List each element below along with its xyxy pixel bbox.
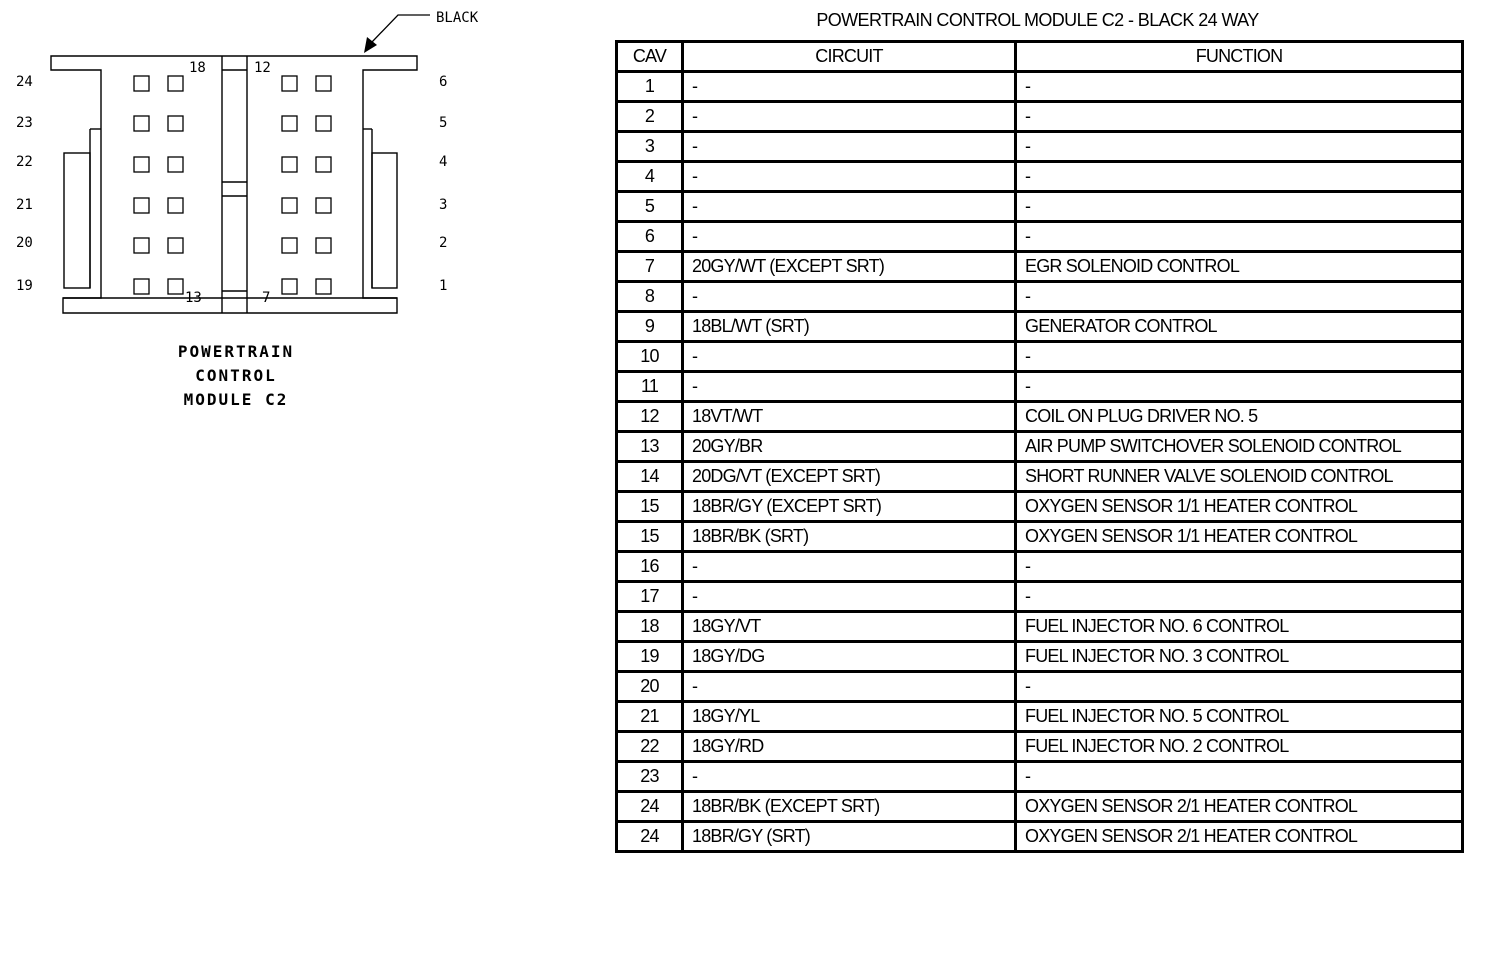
cavity [316, 116, 331, 131]
cav-cell: 20 [617, 672, 683, 702]
side-label: 24 [16, 74, 33, 90]
cav-cell: 21 [617, 702, 683, 732]
cav-cell: 23 [617, 762, 683, 792]
circuit-cell: 18GY/RD [683, 732, 1016, 762]
circuit-cell: 20GY/BR [683, 432, 1016, 462]
function-cell: FUEL INJECTOR NO. 6 CONTROL [1016, 612, 1463, 642]
function-cell: - [1016, 162, 1463, 192]
circuit-cell: - [683, 762, 1016, 792]
function-cell: FUEL INJECTOR NO. 2 CONTROL [1016, 732, 1463, 762]
cav-cell: 17 [617, 582, 683, 612]
cav-cell: 12 [617, 402, 683, 432]
table-row [617, 432, 1463, 462]
connector-housing [51, 56, 417, 313]
table-row [617, 372, 1463, 402]
connector-diagram [0, 0, 600, 420]
table-row [617, 162, 1463, 192]
side-label: 3 [439, 197, 448, 213]
left-latch [64, 153, 90, 288]
function-cell: OXYGEN SENSOR 2/1 HEATER CONTROL [1016, 822, 1463, 852]
side-label: 19 [16, 278, 33, 294]
table-row [617, 792, 1463, 822]
cav-cell: 1 [617, 72, 683, 102]
cavity [282, 157, 297, 172]
pinout-table [615, 40, 1464, 853]
connector-color-label: BLACK [436, 10, 479, 26]
cav-cell: 2 [617, 102, 683, 132]
circuit-cell: - [683, 162, 1016, 192]
circuit-cell: - [683, 102, 1016, 132]
cav-cell: 5 [617, 192, 683, 222]
cav-cell: 11 [617, 372, 683, 402]
corner-label-12: 12 [254, 60, 271, 76]
table-row [617, 612, 1463, 642]
table-row [617, 102, 1463, 132]
side-label: 2 [439, 235, 448, 251]
circuit-cell: 18BR/BK (SRT) [683, 522, 1016, 552]
circuit-cell: - [683, 222, 1016, 252]
cav-cell: 14 [617, 462, 683, 492]
cavity [134, 157, 149, 172]
table-row [617, 642, 1463, 672]
circuit-cell: 18GY/DG [683, 642, 1016, 672]
table-title: POWERTRAIN CONTROL MODULE C2 - BLACK 24 WAY [816, 10, 1259, 30]
table-row [617, 672, 1463, 702]
cav-cell: 9 [617, 312, 683, 342]
function-cell: - [1016, 552, 1463, 582]
cavity [282, 116, 297, 131]
cav-cell: 3 [617, 132, 683, 162]
column-header-circuit: CIRCUIT [683, 42, 1016, 72]
cavity [316, 76, 331, 91]
table-row [617, 72, 1463, 102]
cav-cell: 24 [617, 792, 683, 822]
side-label: 5 [439, 115, 448, 131]
circuit-cell: - [683, 552, 1016, 582]
table-row [617, 492, 1463, 522]
cavity [134, 238, 149, 253]
circuit-cell: 18BR/GY (EXCEPT SRT) [683, 492, 1016, 522]
corner-labels [185, 60, 271, 306]
cavity [134, 279, 149, 294]
table-row [617, 402, 1463, 432]
function-cell: - [1016, 222, 1463, 252]
side-label: 23 [16, 115, 33, 131]
connector-caption-line-2: CONTROL [195, 366, 277, 385]
color-pointer-line [372, 15, 430, 42]
circuit-cell: 20DG/VT (EXCEPT SRT) [683, 462, 1016, 492]
column-header-cav: CAV [617, 42, 683, 72]
circuit-cell: - [683, 282, 1016, 312]
cavity [168, 238, 183, 253]
circuit-cell: 18GY/YL [683, 702, 1016, 732]
circuit-cell: 18VT/WT [683, 402, 1016, 432]
circuit-cell: 20GY/WT (EXCEPT SRT) [683, 252, 1016, 282]
table-row [617, 822, 1463, 852]
table-header-row [617, 42, 1463, 72]
function-cell: OXYGEN SENSOR 1/1 HEATER CONTROL [1016, 522, 1463, 552]
table-row [617, 552, 1463, 582]
function-cell: OXYGEN SENSOR 1/1 HEATER CONTROL [1016, 492, 1463, 522]
table-row [617, 522, 1463, 552]
cavity [134, 76, 149, 91]
circuit-cell: - [683, 582, 1016, 612]
circuit-cell: 18BR/GY (SRT) [683, 822, 1016, 852]
side-label: 4 [439, 154, 448, 170]
function-cell: - [1016, 672, 1463, 702]
function-cell: - [1016, 762, 1463, 792]
cav-cell: 15 [617, 522, 683, 552]
cav-cell: 15 [617, 492, 683, 522]
function-cell: - [1016, 282, 1463, 312]
cavity [282, 238, 297, 253]
right-latch [372, 153, 397, 288]
function-cell: FUEL INJECTOR NO. 3 CONTROL [1016, 642, 1463, 672]
function-cell: EGR SOLENOID CONTROL [1016, 252, 1463, 282]
cavity [168, 157, 183, 172]
table-row [617, 582, 1463, 612]
cav-cell: 22 [617, 732, 683, 762]
connector-caption-line-3: MODULE C2 [183, 390, 289, 409]
cav-cell: 4 [617, 162, 683, 192]
circuit-cell: - [683, 72, 1016, 102]
left-side-labels [16, 74, 33, 294]
function-cell: FUEL INJECTOR NO. 5 CONTROL [1016, 702, 1463, 732]
cav-cell: 18 [617, 612, 683, 642]
function-cell: - [1016, 582, 1463, 612]
cavity [168, 76, 183, 91]
function-cell: - [1016, 342, 1463, 372]
cav-cell: 8 [617, 282, 683, 312]
cavity [282, 76, 297, 91]
side-label: 1 [439, 278, 448, 294]
cavity [316, 157, 331, 172]
side-label: 6 [439, 74, 448, 90]
side-label: 20 [16, 235, 33, 251]
table-row [617, 732, 1463, 762]
corner-label-7: 7 [262, 290, 271, 306]
table-row [617, 282, 1463, 312]
cav-cell: 19 [617, 642, 683, 672]
cav-cell: 10 [617, 342, 683, 372]
circuit-cell: - [683, 192, 1016, 222]
cavity [134, 198, 149, 213]
circuit-cell: - [683, 672, 1016, 702]
cavity [168, 116, 183, 131]
cavity [316, 198, 331, 213]
cavity [134, 116, 149, 131]
side-label: 22 [16, 154, 33, 170]
function-cell: - [1016, 372, 1463, 402]
cav-cell: 24 [617, 822, 683, 852]
cav-cell: 16 [617, 552, 683, 582]
connector-caption-line-1: POWERTRAIN [177, 342, 295, 361]
cavity [168, 279, 183, 294]
function-cell: - [1016, 132, 1463, 162]
cavity [282, 198, 297, 213]
corner-label-18: 18 [189, 60, 206, 76]
table-row [617, 702, 1463, 732]
cavity [316, 238, 331, 253]
cav-cell: 7 [617, 252, 683, 282]
cav-cell: 13 [617, 432, 683, 462]
table-row [617, 222, 1463, 252]
table-row [617, 312, 1463, 342]
function-cell: - [1016, 192, 1463, 222]
column-header-function: FUNCTION [1016, 42, 1463, 72]
cav-cell: 6 [617, 222, 683, 252]
function-cell: GENERATOR CONTROL [1016, 312, 1463, 342]
table-row [617, 342, 1463, 372]
side-label: 21 [16, 197, 33, 213]
corner-label-13: 13 [185, 290, 202, 306]
circuit-cell: - [683, 132, 1016, 162]
right-side-labels [439, 74, 447, 294]
function-cell: - [1016, 102, 1463, 132]
function-cell: COIL ON PLUG DRIVER NO. 5 [1016, 402, 1463, 432]
table-row [617, 132, 1463, 162]
circuit-cell: - [683, 372, 1016, 402]
function-cell: - [1016, 72, 1463, 102]
table-row [617, 192, 1463, 222]
table-row [617, 462, 1463, 492]
cavity [168, 198, 183, 213]
table-row [617, 762, 1463, 792]
function-cell: AIR PUMP SWITCHOVER SOLENOID CONTROL [1016, 432, 1463, 462]
function-cell: OXYGEN SENSOR 2/1 HEATER CONTROL [1016, 792, 1463, 822]
function-cell: SHORT RUNNER VALVE SOLENOID CONTROL [1016, 462, 1463, 492]
circuit-cell: 18BL/WT (SRT) [683, 312, 1016, 342]
table-row [617, 252, 1463, 282]
cavity [316, 279, 331, 294]
cavity [282, 279, 297, 294]
circuit-cell: 18BR/BK (EXCEPT SRT) [683, 792, 1016, 822]
circuit-cell: - [683, 342, 1016, 372]
circuit-cell: 18GY/VT [683, 612, 1016, 642]
